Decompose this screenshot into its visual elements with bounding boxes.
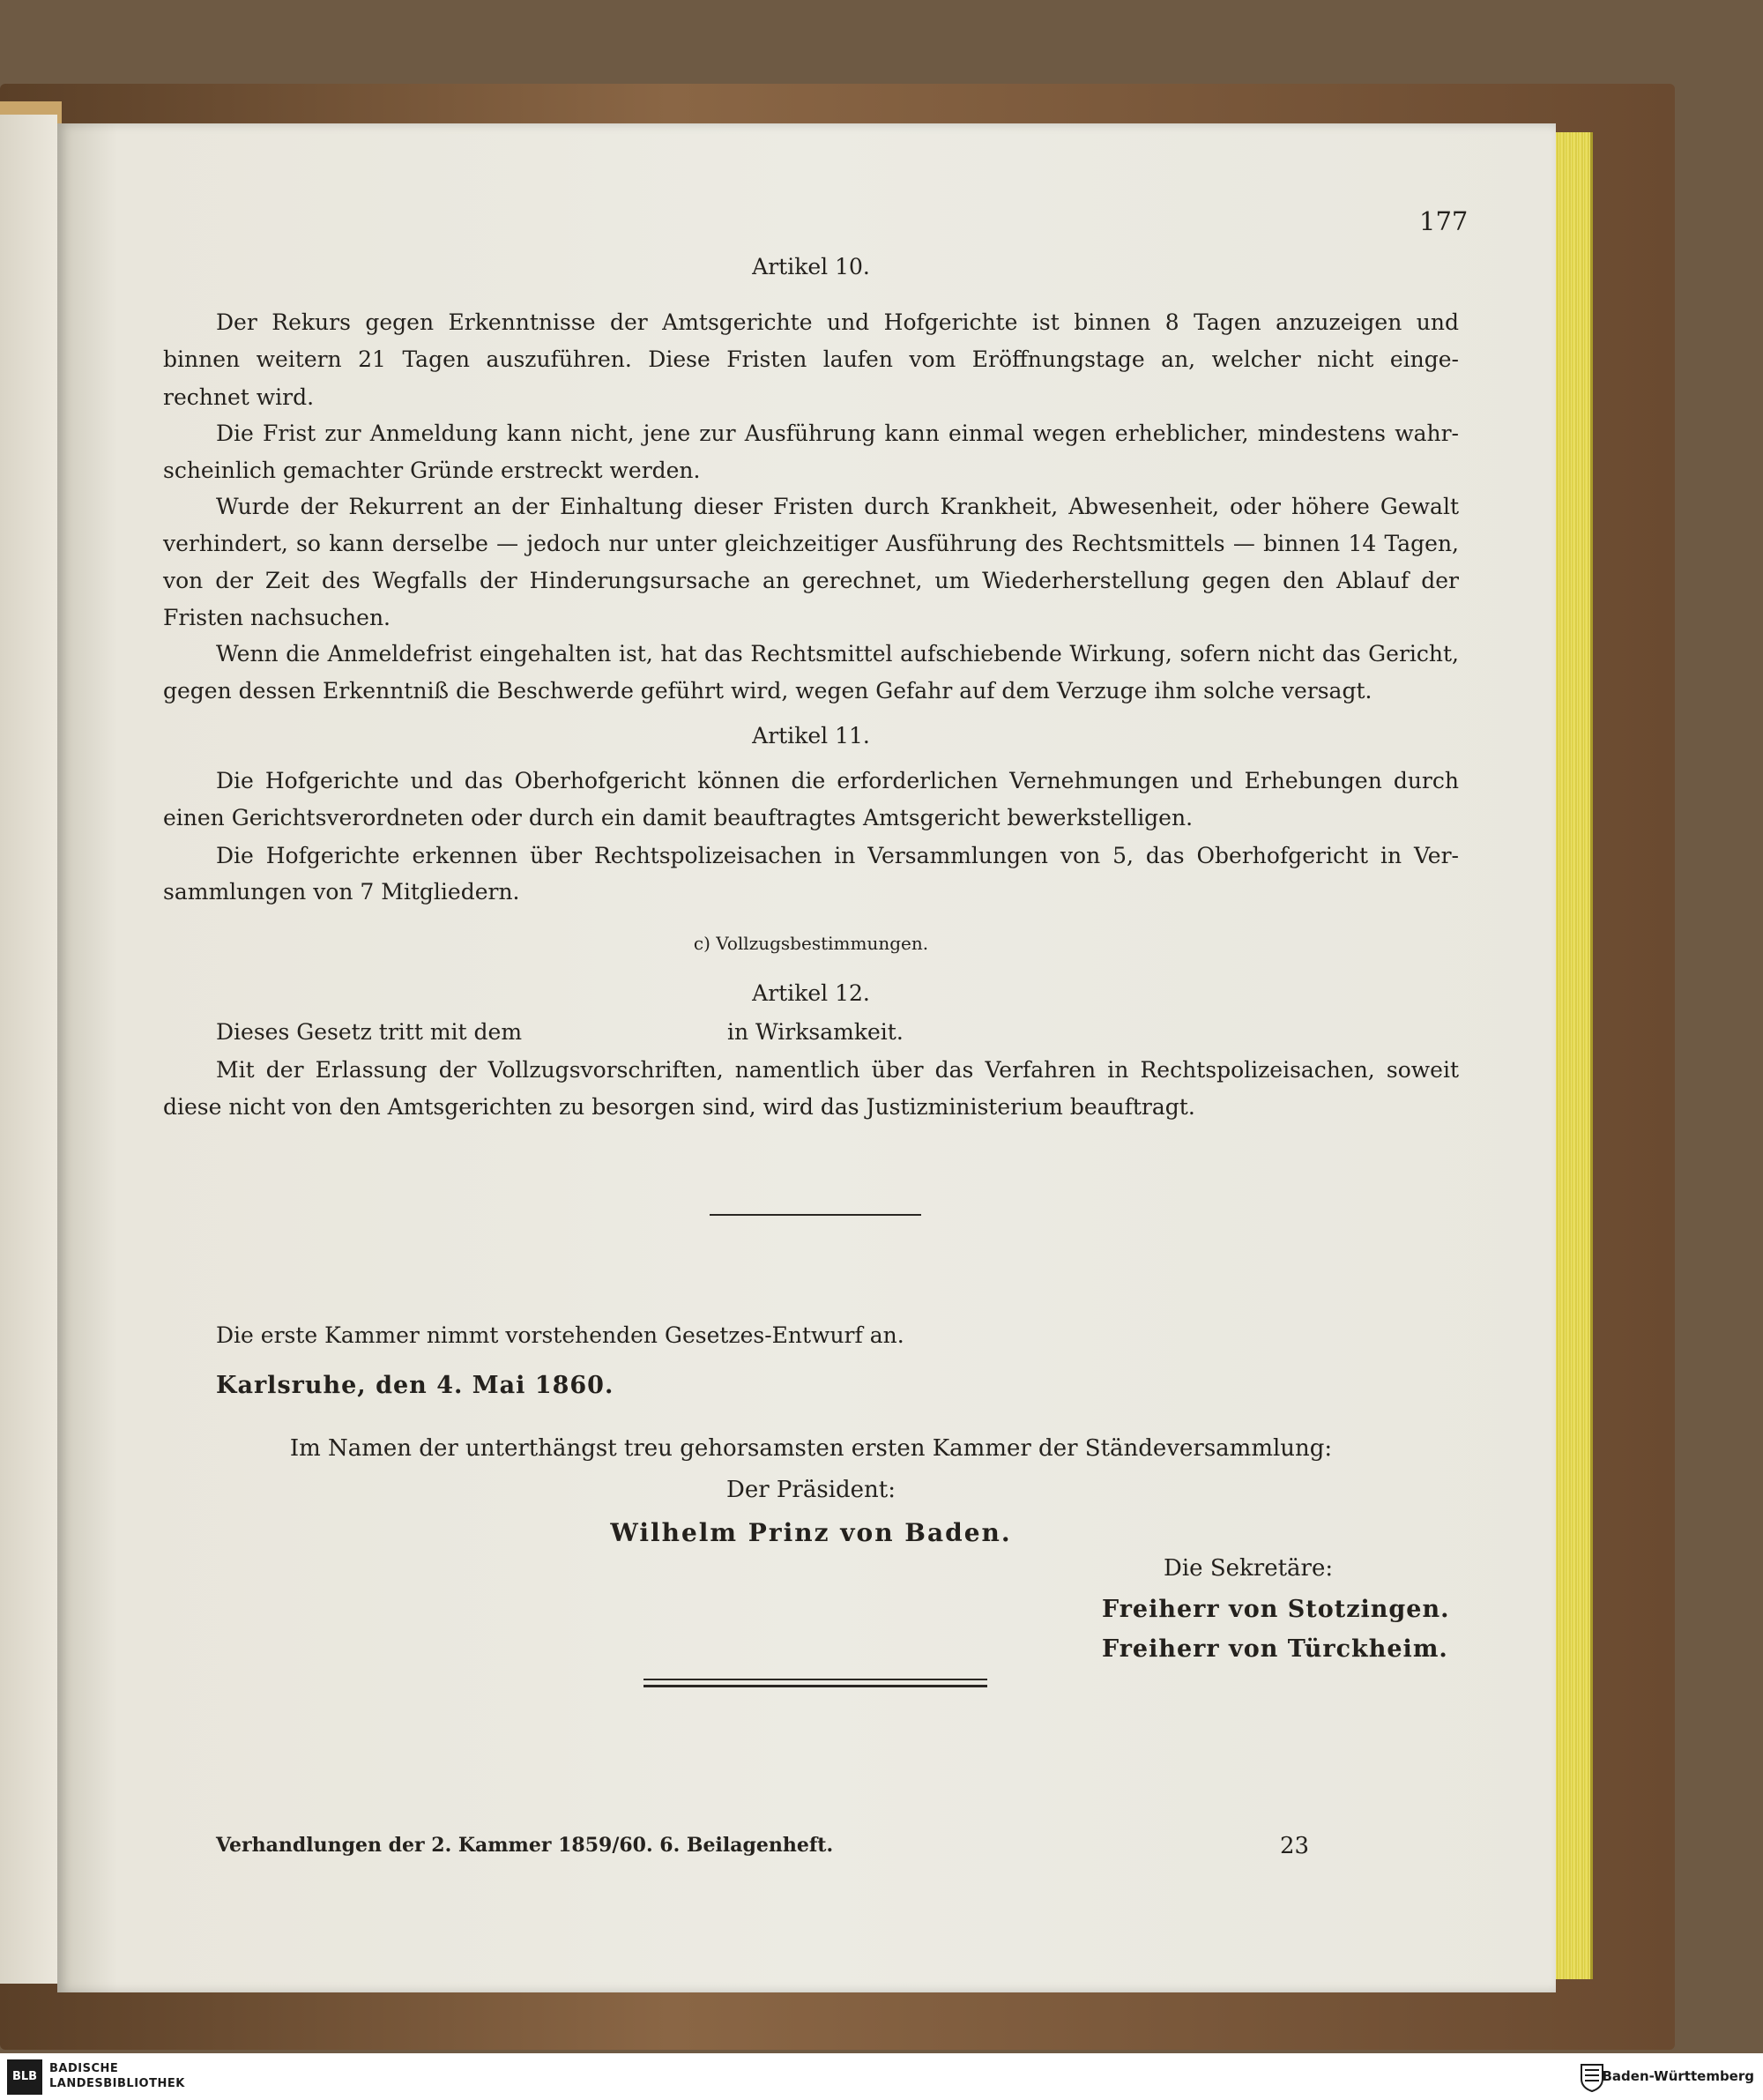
article-10-paragraph-3-line-2: verhindert, so kann derselbe — jedoch nur unter gleichzeitiger Ausführung des Rechtsmittels — binnen 14 Tagen, bbox=[163, 531, 1459, 556]
article-11-paragraph-2-line-1: Die Hofgerichte erkennen über Rechtspolizeisachen in Versammlungen von 5, das Oberhofgericht in Ver- bbox=[216, 843, 1459, 868]
article-11-paragraph-2-line-2: sammlungen von 7 Mitgliedern. bbox=[163, 879, 520, 905]
article-11-paragraph-1-line-2: einen Gerichtsverordneten oder durch ein damit beauftragtes Amtsgericht bewerkstelligen. bbox=[163, 805, 1194, 830]
double-rule-top bbox=[643, 1679, 987, 1680]
left-page bbox=[0, 115, 57, 1984]
article-10-paragraph-1-line-3: rechnet wird. bbox=[163, 384, 315, 410]
library-name bbox=[49, 2061, 185, 2091]
blb-logo[interactable]: BLB bbox=[7, 2059, 42, 2095]
place-and-date: Karlsruhe, den 4. Mai 1860. bbox=[216, 1372, 614, 1399]
article-12-paragraph-2-line-2: diese nicht von den Amtsgerichten zu besorgen sind, wird das Justizministerium beauftragt. bbox=[163, 1094, 1195, 1120]
section-heading: c) Vollzugsbestimmungen. bbox=[693, 933, 929, 954]
article-11-title: Artikel 11. bbox=[752, 723, 870, 748]
page-number: 177 bbox=[1419, 206, 1469, 236]
library-name-line-1: BADISCHE bbox=[49, 2062, 119, 2075]
separator-rule bbox=[710, 1214, 921, 1216]
article-10-paragraph-3-line-3: von der Zeit des Wegfalls der Hinderungsursache an gerechnet, um Wiederherstellung gegen den Ablauf der bbox=[163, 568, 1459, 593]
state-name[interactable]: Baden-Württemberg bbox=[1602, 2068, 1754, 2084]
article-10-paragraph-4-line-1: Wenn die Anmeldefrist eingehalten ist, hat das Rechtsmittel aufschiebende Wirkung, sofern nicht das Gericht, bbox=[216, 641, 1459, 666]
article-10-paragraph-3-line-1: Wurde der Rekurrent an der Einhaltung dieser Fristen durch Krankheit, Abwesenheit, oder höhere Gewalt bbox=[216, 494, 1459, 519]
publication-source: Verhandlungen der 2. Kammer 1859/60. 6. Beilagenheft. bbox=[216, 1834, 834, 1857]
coat-of-arms-icon bbox=[1580, 2061, 1604, 2093]
on-behalf-line: Im Namen der unterthängst treu gehorsamsten ersten Kammer der Ständeversammlung: bbox=[289, 1435, 1333, 1462]
page-stack-edge bbox=[1553, 132, 1593, 1979]
double-rule-bottom bbox=[643, 1685, 987, 1687]
president-name: Wilhelm Prinz von Baden. bbox=[610, 1518, 1012, 1547]
article-10-paragraph-4-line-2: gegen dessen Erkenntniß die Beschwerde geführt wird, wegen Gefahr auf dem Verzuge ihm solche versagt. bbox=[163, 678, 1372, 704]
article-10-paragraph-1-line-1: Der Rekurs gegen Erkenntnisse der Amtsgerichte und Hofgerichte ist binnen 8 Tagen anzuzeigen und bbox=[216, 309, 1459, 335]
adoption-statement: Die erste Kammer nimmt vorstehenden Gesetzes-Entwurf an. bbox=[216, 1322, 904, 1348]
article-12-paragraph-1-right: in Wirksamkeit. bbox=[727, 1019, 904, 1045]
article-12-title: Artikel 12. bbox=[752, 980, 870, 1006]
president-label: Der Präsident: bbox=[726, 1477, 896, 1503]
article-11-paragraph-1-line-1: Die Hofgerichte und das Oberhofgericht können die erforderlichen Vernehmungen und Erhebungen durch bbox=[216, 768, 1459, 793]
secretary-name-1: Freiherr von Stotzingen. bbox=[1102, 1596, 1450, 1623]
article-10-title: Artikel 10. bbox=[752, 254, 870, 279]
article-12-paragraph-2-line-1: Mit der Erlassung der Vollzugsvorschriften, namentlich über das Verfahren in Rechtspolizeisachen, soweit bbox=[216, 1057, 1459, 1083]
article-10-paragraph-2-line-1: Die Frist zur Anmeldung kann nicht, jene zur Ausführung kann einmal wegen erheblicher, mindestens wahr- bbox=[216, 421, 1459, 446]
article-12-paragraph-1-left: Dieses Gesetz tritt mit dem bbox=[216, 1019, 523, 1045]
sheet-number: 23 bbox=[1280, 1833, 1310, 1859]
article-10-paragraph-1-line-2: binnen weitern 21 Tagen auszuführen. Diese Fristen laufen vom Eröffnungstage an, welcher nicht einge- bbox=[163, 346, 1459, 372]
library-name-line-2: LANDESBIBLIOTHEK bbox=[49, 2077, 185, 2090]
secretaries-label: Die Sekretäre: bbox=[1164, 1555, 1334, 1582]
viewer-footer bbox=[0, 2053, 1763, 2100]
secretary-name-2: Freiherr von Türckheim. bbox=[1102, 1635, 1448, 1663]
article-10-paragraph-2-line-2: scheinlich gemachter Gründe erstreckt werden. bbox=[163, 458, 701, 483]
article-10-paragraph-3-line-4: Fristen nachsuchen. bbox=[163, 605, 391, 630]
